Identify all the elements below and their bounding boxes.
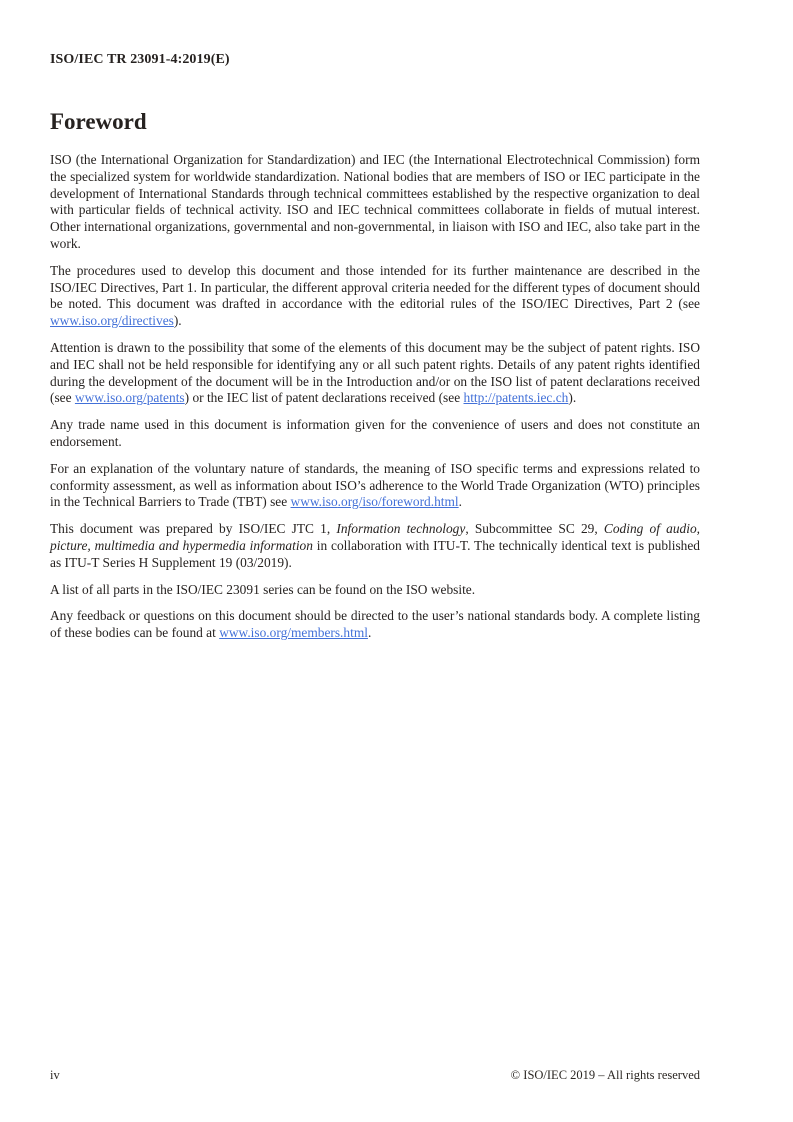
text-run: Any trade name used in this document is information given for the convenience of users and does not constitute an endorsement. [50, 417, 700, 449]
paragraph [50, 521, 700, 571]
document-reference-header: ISO/IEC TR 23091-4:2019(E) [50, 52, 230, 67]
text-run: in collaboration with ITU-T. The technically identical text is published as ITU-T Series H Supplement 19 (03/2019). [50, 537, 700, 570]
text-run: This document was prepared by ISO/IEC JTC 1, [50, 521, 337, 537]
text-run: The procedures used to develop this document and those intended for its further maintenance are described in the ISO/IEC Directives, Part 1. In particular, the different approval criteria needed for the different types of document should be noted. This document was drafted in accordance with the editorial rules of the ISO/IEC Directives, Part 2 (see [50, 262, 700, 312]
paragraph [50, 461, 700, 511]
text-run: For an explanation of the voluntary nature of standards, the meaning of ISO specific terms and expressions related to conformity assessment, as well as information about ISO’s adherence to the World Trade Organization (WTO) principles in the Technical Barriers to Trade (TBT) see [50, 460, 700, 510]
text-run: Attention is drawn to the possibility that some of the elements of this document may be the subject of patent rights. ISO and IEC shall not be held responsible for identifying any or all such patent rights. Details of any patent rights identified during the development of the document will be in the Introduction and/or on the ISO list of patent declarations received (see [50, 339, 700, 406]
paragraph [50, 417, 700, 451]
paragraph [50, 263, 700, 330]
text-run: ) or the IEC list of patent declarations received (see [184, 390, 464, 406]
paragraph [50, 608, 700, 642]
text-run: Any feedback or questions on this document should be directed to the user’s national standards body. A complete listing of these bodies can be found at [50, 608, 700, 641]
text-run: . [367, 625, 372, 641]
hyperlink[interactable]: .org/iso/foreword.html [337, 494, 459, 510]
paragraph [50, 340, 700, 407]
hyperlink[interactable]: www.iso.org/patents [74, 390, 185, 406]
text-run: , Subcommittee SC 29, [465, 521, 604, 537]
footer-copyright-notice: © ISO/IEC 2019 – All rights reserved [510, 1068, 700, 1082]
text-run: A list of all parts in the ISO/IEC 23091 series can be found on the ISO website. [50, 581, 476, 597]
page-title: Foreword [50, 109, 147, 134]
foreword-body [50, 152, 700, 642]
text-run: ISO (the International Organization for Standardization) and IEC (the International Electrotechnical Commission) form the specialized system for worldwide standardization. National bodies that are members of ISO or IEC participate in the development of International Standards through technical committees established by the respective organization to deal with particular fields of technical activity. ISO and IEC technical committees collaborate in fields of mutual interest. Other international organizations, governmental and non-governmental, in liaison with ISO and IEC, also take part in the work. [50, 152, 700, 251]
page-content [50, 0, 700, 652]
hyperlink[interactable]: www.iso [290, 494, 338, 510]
text-run: . [458, 494, 463, 510]
paragraph [50, 582, 700, 599]
paragraph [50, 152, 700, 253]
footer-page-number: iv [50, 1068, 60, 1082]
hyperlink[interactable]: www.iso.org/directives [50, 313, 174, 329]
hyperlink[interactable]: www.iso.org/members.html [219, 625, 368, 641]
page-footer [50, 1068, 700, 1083]
text-run: ). [568, 390, 577, 406]
text-run: ). [173, 313, 182, 329]
italic-text: Coding of audio, picture, multimedia and hypermedia information [50, 521, 700, 553]
italic-text: Information technology [336, 521, 466, 537]
hyperlink[interactable]: http://patents.iec.ch [463, 390, 569, 406]
